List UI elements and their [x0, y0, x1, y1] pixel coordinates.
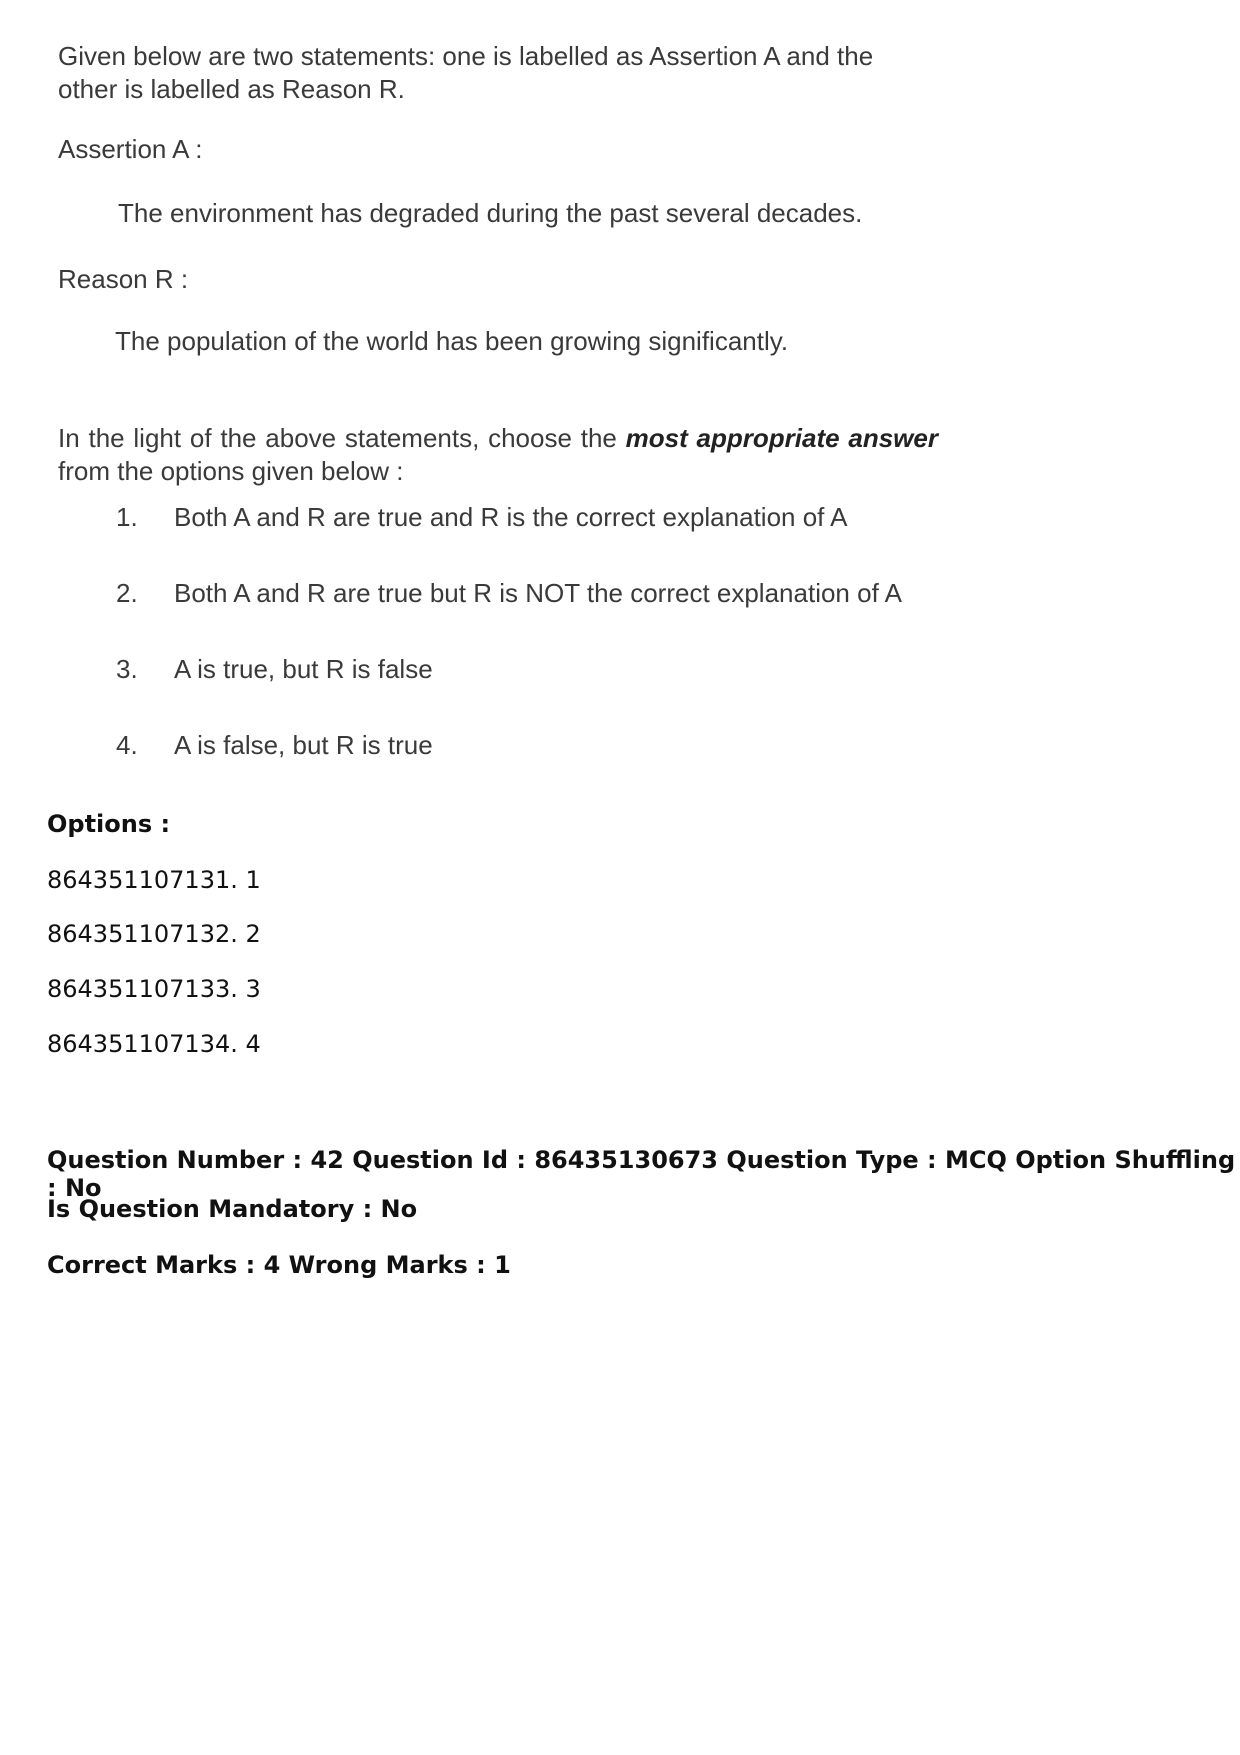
instruction-pre: In the light of the above statements, choose the: [58, 423, 626, 453]
question-marks-line: Correct Marks : 4 Wrong Marks : 1: [47, 1251, 511, 1279]
choice-text: A is true, but R is false: [174, 654, 433, 684]
option-item-2: 864351107132. 2: [47, 920, 261, 948]
choice-1: [116, 502, 848, 533]
option-item-1: 864351107131. 1: [47, 866, 261, 894]
options-heading: Options :: [47, 810, 171, 838]
choice-3: [116, 654, 433, 685]
choice-number: 1.: [116, 502, 138, 532]
assertion-label: Assertion A :: [58, 134, 203, 164]
choice-text: Both A and R are true but R is NOT the correct explanation of A: [174, 578, 902, 608]
instruction-post: from the options given below :: [58, 456, 404, 486]
choice-number: 2.: [116, 578, 138, 608]
option-item-3: 864351107133. 3: [47, 975, 261, 1003]
option-item-4: 864351107134. 4: [47, 1030, 261, 1058]
question-mandatory-line: Is Question Mandatory : No: [47, 1195, 418, 1223]
question-meta-line: Question Number : 42 Question Id : 86435130673 Question Type : MCQ Option Shuffling : No: [47, 1146, 1236, 1202]
question-intro: Given below are two statements: one is labelled as Assertion A and the other is labelled as Reason R.: [58, 41, 874, 104]
choice-number: 3.: [116, 654, 138, 684]
choice-number: 4.: [116, 730, 138, 760]
assertion-text: The environment has degraded during the past several decades.: [118, 198, 863, 228]
choice-2: [116, 578, 902, 609]
reason-text: The population of the world has been growing significantly.: [115, 326, 789, 356]
choice-4: [116, 730, 433, 761]
question-instruction: [58, 422, 938, 488]
choice-text: A is false, but R is true: [174, 730, 433, 760]
instruction-emphasis: most appropriate answer: [625, 423, 938, 453]
choice-text: Both A and R are true and R is the correct explanation of A: [174, 502, 848, 532]
reason-label: Reason R :: [58, 264, 189, 294]
